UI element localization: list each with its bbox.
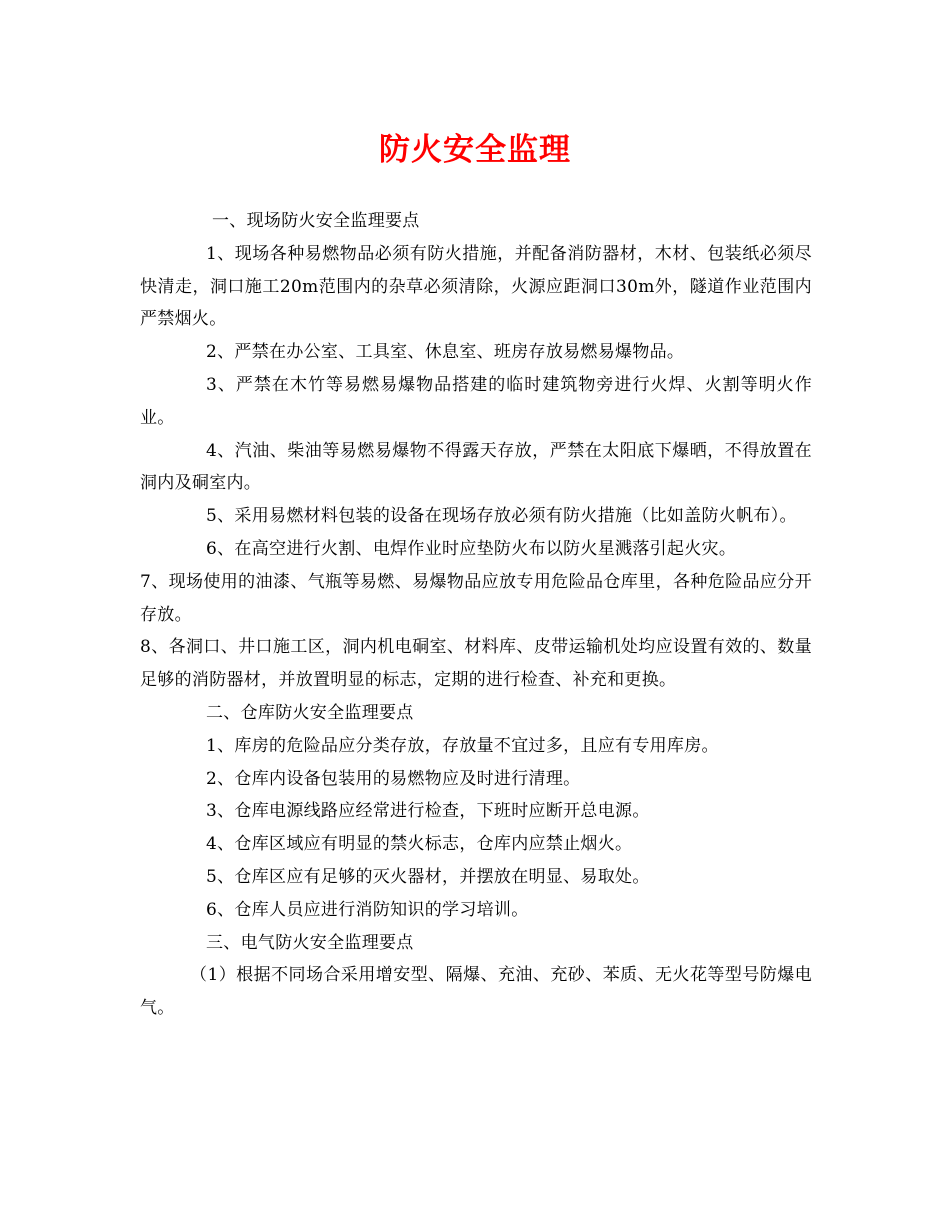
document-title: 防火安全监理: [379, 132, 571, 168]
paragraph: 3、严禁在木竹等易燃易爆物品搭建的临时建筑物旁进行火焊、火割等明火作业。: [140, 374, 812, 428]
paragraph: 6、在高空进行火割、电焊作业时应垫防火布以防火星溅落引起火灾。: [206, 538, 737, 559]
paragraph: 6、仓库人员应进行消防知识的学习培训。: [206, 899, 529, 920]
section-heading-3: 三、电气防火安全监理要点: [206, 932, 414, 953]
paragraph: 5、仓库区应有足够的灭火器材，并摆放在明显、易取处。: [206, 866, 650, 887]
document-body: [140, 205, 812, 1025]
paragraph: （1）根据不同场合采用增安型、隔爆、充油、充砂、苯质、无火花等型号防爆电气。: [140, 965, 812, 1019]
paragraph: 4、汽油、柴油等易燃易爆物不得露天存放，严禁在太阳底下爆晒，不得放置在洞内及硐室内。: [140, 440, 812, 494]
paragraph: 7、现场使用的油漆、气瓶等易燃、易爆物品应放专用危险品仓库里，各种危险品应分开存放。: [140, 571, 812, 625]
paragraph: 5、采用易燃材料包装的设备在现场存放必须有防火措施（比如盖防火帆布）。: [206, 506, 797, 527]
paragraph: 3、仓库电源线路应经常进行检查，下班时应断开总电源。: [206, 801, 650, 822]
paragraph: 1、现场各种易燃物品必须有防火措施，并配备消防器材，木材、包装纸必须尽快清走，洞口施工20m范围内的杂草必须清除，火源应距洞口30m外，隧道作业范围内严禁烟火。: [140, 243, 812, 330]
paragraph: 2、仓库内设备包装用的易燃物应及时进行清理。: [206, 768, 581, 789]
paragraph: 8、各洞口、井口施工区，洞内机电硐室、材料库、皮带运输机处均应设置有效的、数量足够的消防器材，并放置明显的标志，定期的进行检查、补充和更换。: [140, 637, 812, 691]
section-heading-1: 一、现场防火安全监理要点: [212, 211, 420, 231]
paragraph: 4、仓库区域应有明显的禁火标志，仓库内应禁止烟火。: [206, 834, 633, 855]
paragraph: 2、严禁在办公室、工具室、休息室、班房存放易燃易爆物品。: [206, 342, 685, 363]
paragraph: 1、库房的危险品应分类存放，存放量不宜过多，且应有专用库房。: [206, 735, 719, 756]
section-heading-2: 二、仓库防火安全监理要点: [206, 702, 414, 723]
